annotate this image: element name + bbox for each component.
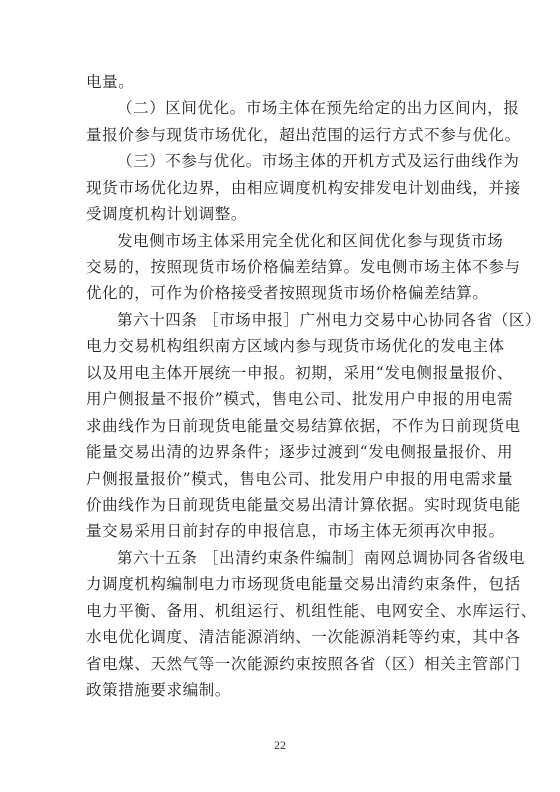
text-line: 户侧报量报价”模式，售电公司、批发用户申报的用电需求量 xyxy=(86,470,514,488)
text-line: 发电侧市场主体采用完全优化和区间优化参与现货市场 xyxy=(117,232,504,250)
text-line: 电力交易机构组织南方区域内参与现货市场优化的发电主体 xyxy=(86,337,505,355)
text-line: 省电煤、天然气等一次能源约束按照各省（区）相关主管部门 xyxy=(86,655,521,673)
text-line: （三）不参与优化。市场主体的开机方式及运行曲线作为 xyxy=(117,152,520,170)
text-line: （二）区间优化。市场主体在预先给定的出力区间内，报 xyxy=(117,99,520,117)
text-line: 用户侧报量不报价”模式，售电公司、批发用户申报的用电需 xyxy=(86,390,514,408)
text-line: 电力平衡、备用、机组运行、机组性能、电网安全、水库运行、 xyxy=(86,602,537,620)
text-line: 交易的，按照现货市场价格偏差结算。发电侧市场主体不参与 xyxy=(86,258,521,276)
text-line: 受调度机构计划调整。 xyxy=(86,205,248,223)
text-line: 电量。 xyxy=(86,73,135,91)
page-number: 22 xyxy=(274,738,286,752)
text-line: 价曲线作为日前现货电能量交易出清计算依据。实时现货电能 xyxy=(86,496,521,514)
text-line: 力调度机构编制电力市场现货电能量交易出清约束条件，包括 xyxy=(86,575,521,593)
text-line: 量报价参与现货市场优化，超出范围的运行方式不参与优化。 xyxy=(86,126,521,144)
text-line: 量交易采用日前封存的申报信息，市场主体无须再次申报。 xyxy=(86,522,505,540)
text-line: 能量交易出清的边界条件；逐步过渡到“发电侧报量报价、用 xyxy=(86,443,514,461)
text-line: 现货市场优化边界，由相应调度机构安排发电计划曲线，并接 xyxy=(86,179,521,197)
text-line: 优化的，可作为价格接受者按照现货市场价格偏差结算。 xyxy=(86,284,489,302)
text-line: 水电优化调度、清洁能源消纳、一次能源消耗等约束，其中各 xyxy=(86,628,521,646)
text-line: 以及用电主体开展统一申报。初期，采用“发电侧报量报价、 xyxy=(86,364,514,382)
article-heading-line: 第六十四条 ［市场申报］广州电力交易中心协同各省（区） xyxy=(117,311,542,329)
text-line: 政策措施要求编制。 xyxy=(86,681,231,699)
text-line: 求曲线作为日前现货电能量交易结算依据，不作为日前现货电 xyxy=(86,417,521,435)
article-heading-line: 第六十五条 ［出清约束条件编制］南网总调协同各省级电 xyxy=(117,549,526,567)
